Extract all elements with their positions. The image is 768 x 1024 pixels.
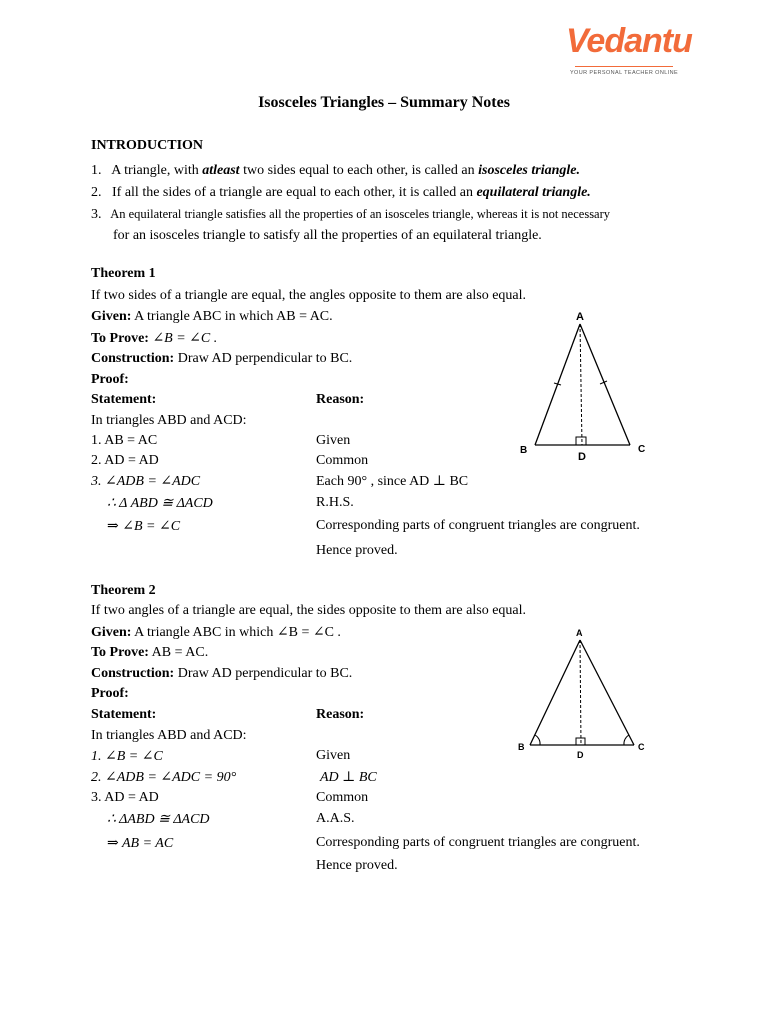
right-angle-mark <box>576 437 586 445</box>
theorem2-row-2-statement: 2. ∠ADB = ∠ADC = 90° <box>91 770 237 785</box>
logo-brand: Vedantu <box>566 22 692 60</box>
theorem2-row-4-statement: ∴ ΔABD ≅ ΔACD <box>107 812 210 827</box>
label-d: D <box>578 451 586 463</box>
angle-arc-b <box>535 735 540 745</box>
side-ab <box>530 640 580 745</box>
theorem1-row-3-reason: Each 90° , since AD ⊥ BC <box>316 474 469 489</box>
page-title: Isosceles Triangles – Summary Notes <box>258 94 510 111</box>
theorem2-row-3-reason: Common <box>316 790 369 805</box>
theorem1-to-prove: To Prove: ∠B = ∠C . <box>91 331 218 346</box>
theorem2-proof-label: Proof: <box>91 686 129 701</box>
logo-underline <box>575 66 673 67</box>
theorem1-row-2-statement: 2. AD = AD <box>91 453 159 468</box>
theorem2-heading: Theorem 2 <box>91 583 156 598</box>
theorem1-row-5-reason: Corresponding parts of congruent triangles are congruent. <box>316 518 640 533</box>
side-ac <box>580 324 630 445</box>
label-a: A <box>576 628 583 638</box>
theorem2-reason-header: Reason: <box>316 707 365 722</box>
altitude-ad <box>580 324 582 445</box>
theorem1-statement: If two sides of a triangle are equal, the angles opposite to them are also equal. <box>91 288 527 303</box>
theorem1-given: Given: A triangle ABC in which AB = AC. <box>91 309 333 324</box>
theorem1-reason-header: Reason: <box>316 392 365 407</box>
theorem2-row-1-reason: Given <box>316 748 351 763</box>
theorem1-row-4-statement: ∴ Δ ABD ≅ ΔACD <box>107 496 213 511</box>
theorem1-conclusion: Hence proved. <box>316 543 398 558</box>
theorem2-statement-header: Statement: <box>91 707 157 722</box>
theorem1-construction: Construction: Draw AD perpendicular to BC. <box>91 351 353 366</box>
theorem2-construction: Construction: Draw AD perpendicular to BC. <box>91 666 353 681</box>
theorem1-intro-line: In triangles ABD and ACD: <box>91 413 247 428</box>
theorem2-intro-line: In triangles ABD and ACD: <box>91 728 247 743</box>
intro-item-3-cont: for an isosceles triangle to satisfy all the properties of an equilateral triangle. <box>113 228 542 243</box>
label-a: A <box>576 311 584 323</box>
theorem2-row-1-statement: 1. ∠B = ∠C <box>91 749 163 764</box>
label-b: B <box>520 445 528 456</box>
theorem2-row-3-statement: 3. AD = AD <box>91 790 159 805</box>
logo-tagline: YOUR PERSONAL TEACHER ONLINE <box>569 70 679 76</box>
angle-arc-c <box>624 735 629 745</box>
theorem2-given: Given: A triangle ABC in which ∠B = ∠C . <box>91 625 341 640</box>
theorem1-statement-header: Statement: <box>91 392 157 407</box>
label-c: C <box>638 444 646 455</box>
theorem1-row-2-reason: Common <box>316 453 369 468</box>
theorem2-statement: If two angles of a triangle are equal, the sides opposite to them are also equal. <box>91 603 527 618</box>
theorem1-triangle-figure <box>510 304 660 464</box>
label-b: B <box>518 742 525 752</box>
theorem1-row-5-statement: ⇒ ∠B = ∠C <box>107 519 181 534</box>
theorem1-row-4-reason: R.H.S. <box>316 495 354 510</box>
theorem1-row-1-reason: Given <box>316 433 351 448</box>
label-c: C <box>638 742 645 752</box>
theorem1-heading: Theorem 1 <box>91 266 156 281</box>
theorem2-row-2-reason: AD ⊥ BC <box>320 770 377 785</box>
theorem2-conclusion: Hence proved. <box>316 858 398 873</box>
intro-item-1: 1. A triangle, with atleast two sides equal to each other, is called an isosceles triangle. <box>91 163 580 178</box>
intro-item-3: 3. An equilateral triangle satisfies all the properties of an isosceles triangle, whereas it is not necessary <box>91 207 611 222</box>
theorem1-row-3-statement: 3. ∠ADB = ∠ADC <box>91 474 201 489</box>
theorem2-to-prove: To Prove: AB = AC. <box>91 645 209 660</box>
theorem2-row-5-reason: Corresponding parts of congruent triangles are congruent. <box>316 835 640 850</box>
theorem2-row-4-reason: A.A.S. <box>316 811 355 826</box>
intro-item-2: 2. If all the sides of a triangle are equal to each other, it is called an equilateral triangle. <box>91 185 591 200</box>
vedantu-logo <box>566 22 692 88</box>
theorem1-row-1-statement: 1. AB = AC <box>91 433 158 448</box>
intro-heading: INTRODUCTION <box>91 138 204 153</box>
theorem1-proof-label: Proof: <box>91 372 129 387</box>
theorem2-row-5-statement: ⇒ AB = AC <box>107 836 174 851</box>
side-ac <box>580 640 634 745</box>
theorem2-triangle-figure <box>510 624 660 764</box>
altitude-ad <box>580 640 581 745</box>
label-d: D <box>577 750 584 760</box>
